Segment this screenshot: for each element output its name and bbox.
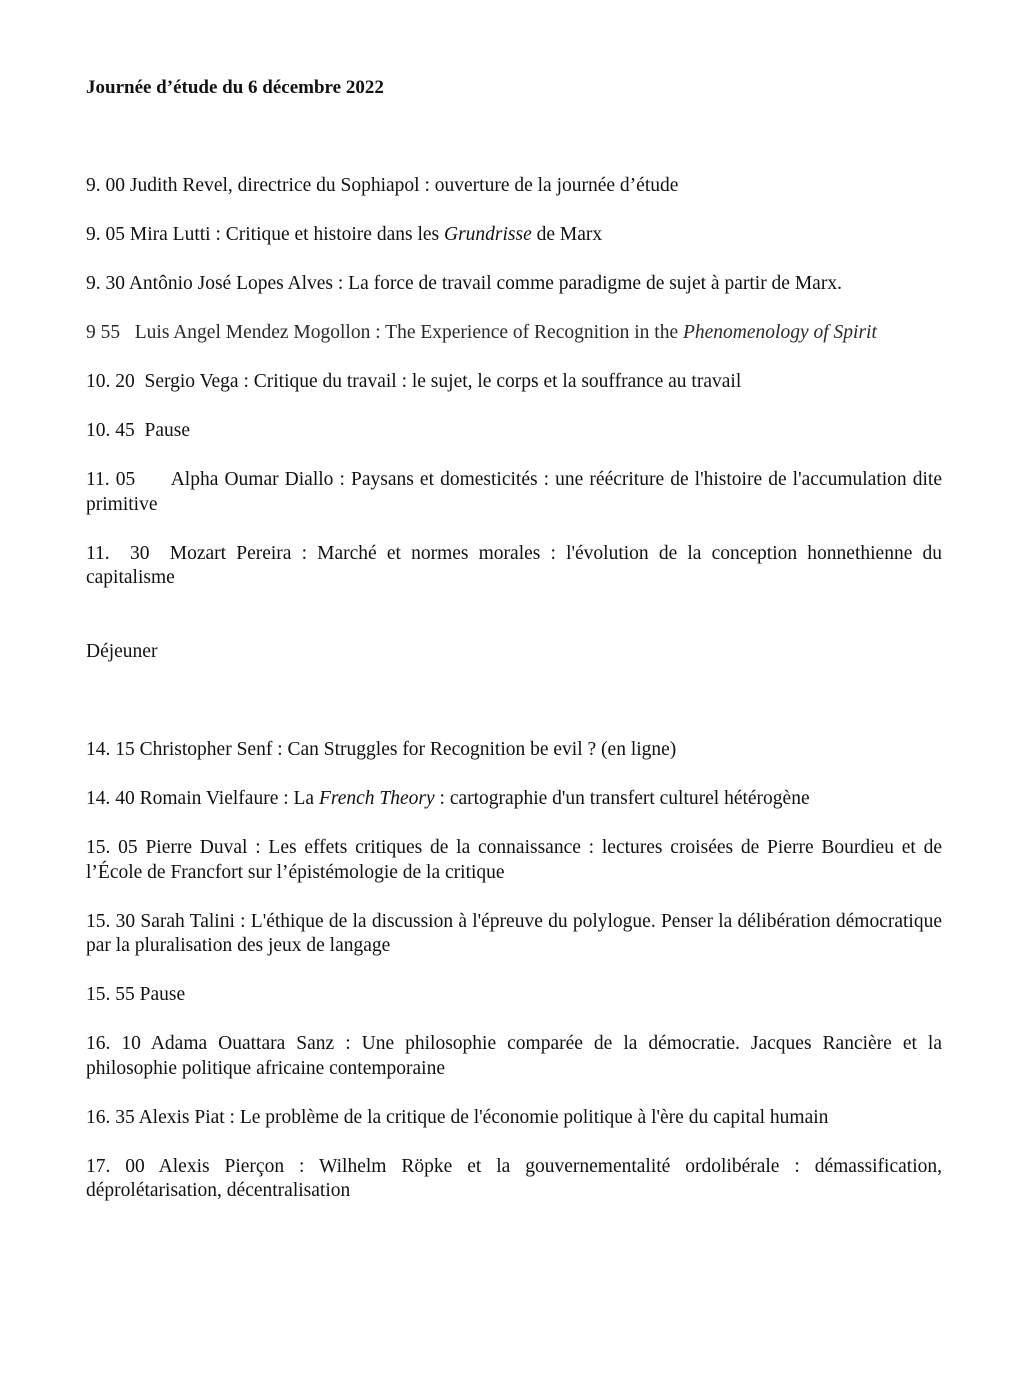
item-time: 17. 00 <box>86 1155 145 1177</box>
program-item <box>86 1155 942 1204</box>
item-text: Alexis Pierçon : Wilhelm Röpke et la gouvernementalité ordolibérale : démassification, déprolétarisation, décentralisation <box>86 1155 942 1201</box>
program-item <box>86 370 942 395</box>
document-page <box>86 76 942 1204</box>
program-item <box>86 983 942 1008</box>
item-time: 16. 10 <box>86 1033 141 1054</box>
item-text: Luis Angel Mendez Mogollon : The Experience of Recognition in the <box>134 322 683 343</box>
lunch-break: Déjeuner <box>86 640 158 662</box>
program-item <box>86 468 942 517</box>
item-text: Antônio José Lopes Alves : La force de travail comme paradigme de sujet à partir de Marx. <box>128 273 842 294</box>
item-time: 9. 00 <box>86 175 125 196</box>
item-text: Alexis Piat : Le problème de la critique de l'économie politique à l'ère du capital humain <box>138 1106 829 1128</box>
item-time: 10. 45 <box>86 420 135 441</box>
program-item <box>86 419 942 444</box>
item-time: 11. 05 <box>86 469 136 490</box>
program-item <box>86 223 942 248</box>
program-item <box>86 272 942 297</box>
program-item <box>86 787 942 812</box>
item-time: 11. 30 <box>86 542 150 564</box>
program-item <box>86 1032 942 1081</box>
item-text: de Marx <box>531 224 603 245</box>
item-text: Mozart Pereira : Marché et normes morales : l'évolution de la conception honnethienne du capitalisme <box>86 542 942 588</box>
program-item <box>86 910 942 959</box>
program-item <box>86 1106 942 1131</box>
program-item <box>86 836 942 885</box>
item-text: Pause <box>139 984 186 1005</box>
item-text: Sarah Talini : L'éthique de la discussion à l'épreuve du polylogue. Penser la délibération démocratique par la pluralisation des jeux de langage <box>86 910 943 956</box>
item-time: 9. 30 <box>86 273 125 294</box>
item-text: Pierre Duval : Les effets critiques de la connaissance : lectures croisées de Pierre Bourdieu et de l’École de Francfort sur l’épistémologie de la critique <box>86 837 942 883</box>
item-italic-title: French Theory <box>318 788 435 809</box>
item-time: 15. 55 <box>86 984 135 1005</box>
item-text: Romain Vielfaure : La <box>139 788 319 809</box>
item-italic-title: Phenomenology of Spirit <box>682 322 877 343</box>
item-text: Pause <box>144 420 190 441</box>
item-italic-title: Grundrisse <box>444 224 532 245</box>
item-text: Christopher Senf : Can Struggles for Recognition be evil ? (en ligne) <box>139 739 677 760</box>
item-time: 15. 30 <box>86 910 136 932</box>
item-time: 14. 40 <box>86 788 135 809</box>
program-item <box>86 738 942 763</box>
item-time: 9. 05 <box>86 224 125 245</box>
program-item <box>86 321 942 346</box>
program-item <box>86 542 942 591</box>
item-text: Judith Revel, directrice du Sophiapol : ouverture de la journée d’étude <box>129 175 679 196</box>
item-text: Adama Ouattara Sanz : Une philosophie comparée de la démocratie. Jacques Rancière et la philosophie politique africaine contemporaine <box>86 1033 942 1079</box>
item-text: : cartographie d'un transfert culturel hétérogène <box>434 788 810 809</box>
page-title: Journée d’étude du 6 décembre 2022 <box>86 77 384 98</box>
item-time: 15. 05 <box>86 837 138 858</box>
item-time: 9 55 <box>86 322 121 343</box>
item-time: 14. 15 <box>86 739 135 760</box>
item-time: 10. 20 <box>86 371 135 392</box>
item-text: Alpha Oumar Diallo : Paysans et domesticités : une réécriture de l'histoire de l'accumulation dite primitive <box>86 469 942 515</box>
program-item <box>86 174 942 199</box>
item-text: Sergio Vega : Critique du travail : le sujet, le corps et la souffrance au travail <box>144 371 742 392</box>
item-time: 16. 35 <box>86 1106 135 1128</box>
item-text: Mira Lutti : Critique et histoire dans les <box>129 224 444 245</box>
